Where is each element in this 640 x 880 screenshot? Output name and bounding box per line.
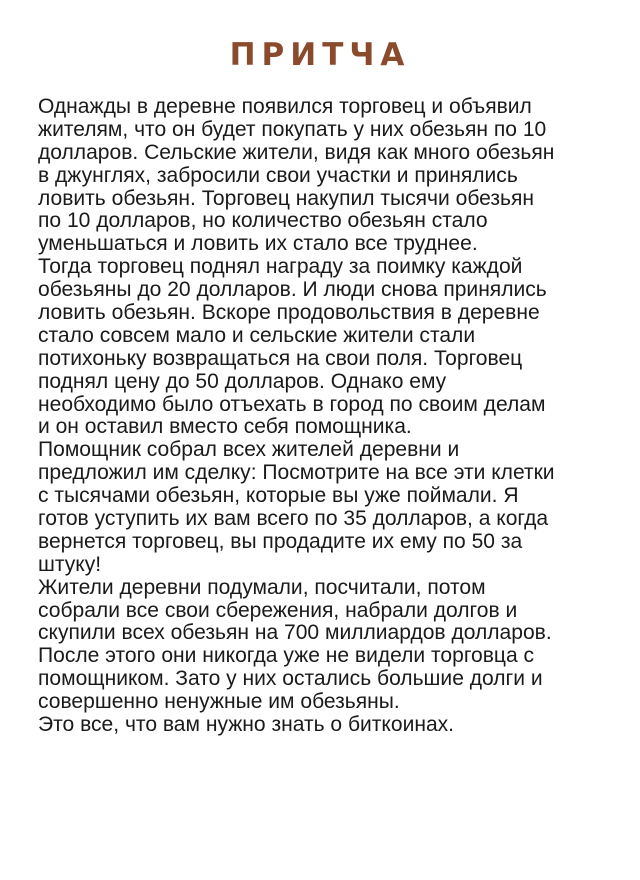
text-line: предложил им сделку: Посмотрите на все эти клетки xyxy=(38,461,555,485)
text-line: и он оставил вместо себя помощника. xyxy=(38,415,412,439)
text-line: помощником. Зато у них остались большие долги и xyxy=(38,667,543,691)
text-line: Тогда торговец поднял награду за поимку каждой xyxy=(38,255,523,279)
text-line: собрали все свои сбережения, набрали долгов и xyxy=(38,598,518,622)
text-line: стало совсем мало и сельские жители стали xyxy=(38,323,476,347)
text-line: готов уступить их вам всего по 35 долларов, а когда xyxy=(38,507,549,531)
text-line: долларов. Сельские жители, видя как много обезьян xyxy=(38,140,555,164)
text-line: совершенно ненужные им обезьяны. xyxy=(38,690,400,714)
text-line: Это все, что вам нужно знать о биткоинах. xyxy=(38,713,455,737)
text-line: жителям, что он будет покупать у них обезьян по 10 xyxy=(38,117,547,141)
text-line: по 10 долларов, но количество обезьян стало xyxy=(38,209,488,233)
text-line: Помощник собрал всех жителей деревни и xyxy=(38,438,460,462)
text-line: обезьяны до 20 долларов. И люди снова принялись xyxy=(38,278,547,302)
text-line: После этого они никогда уже не видели торговца с xyxy=(38,644,535,668)
text-line: скупили всех обезьян на 700 миллиардов долларов. xyxy=(38,621,552,645)
text-line: штуку! xyxy=(38,552,102,576)
text-line: ловить обезьян. Вскоре продовольствия в деревне xyxy=(38,301,540,325)
text-line: вернется торговец, вы продадите их ему по 50 за xyxy=(38,529,523,553)
text-line: в джунглях, забросили свои участки и принялись xyxy=(38,163,518,187)
text-line: Жители деревни подумали, посчитали, потом xyxy=(38,575,486,599)
text-line: поднял цену до 50 долларов. Однако ему xyxy=(38,369,447,393)
page-title: ПРИТЧА xyxy=(229,37,411,73)
text-line: необходимо было отъехать в город по своим делам xyxy=(38,392,546,416)
text-line: ловить обезьян. Торговец накупил тысячи обезьян xyxy=(38,186,535,210)
parable-text xyxy=(38,96,638,737)
text-line: потихоньку возвращаться на свои поля. Торговец xyxy=(38,346,523,370)
text-line: с тысячами обезьян, которые вы уже поймали. Я xyxy=(38,484,519,508)
text-line: уменьшаться и ловить их стало все труднее. xyxy=(38,232,478,256)
text-line: Однажды в деревне появился торговец и объявил xyxy=(38,95,532,118)
